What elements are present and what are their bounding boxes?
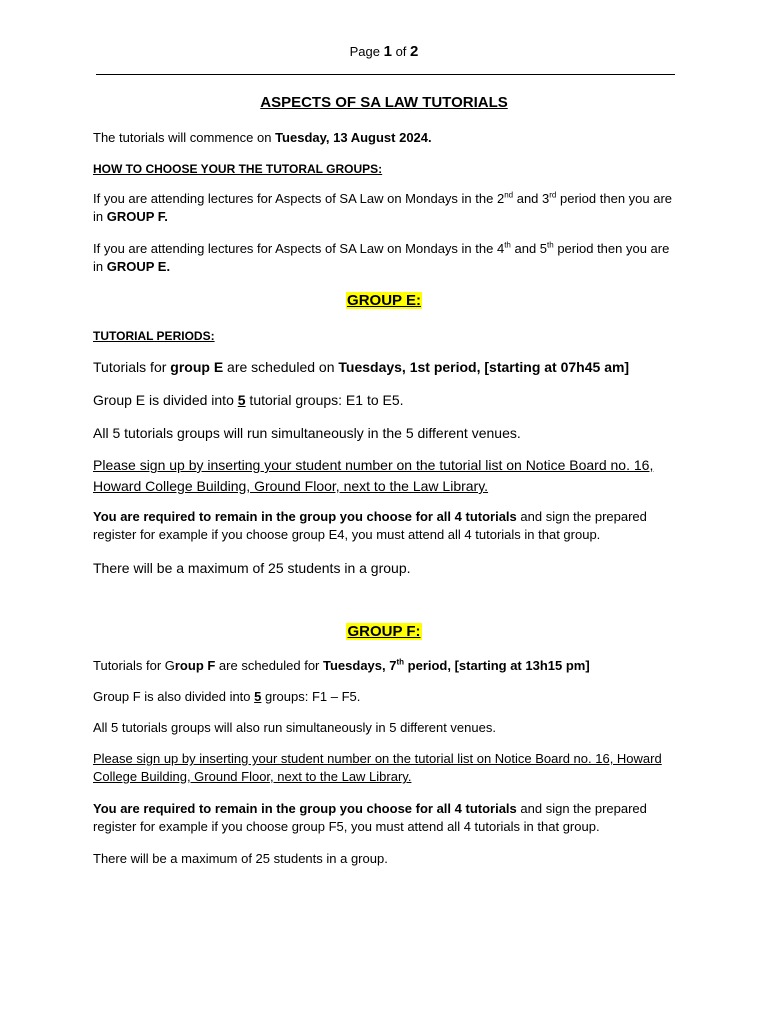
rule-f-sup-2: rd [549,190,557,200]
intro-date: Tuesday, 13 August 2024. [275,130,432,145]
group-f-req-rest: and sign the prepared register for example if you choose group F5, you must attend all 4 tutorials in that group. [93,801,647,834]
group-f-heading-text: GROUP F: [347,623,421,640]
group-f-div-prefix: Group F is also divided into [93,689,255,704]
group-f-sched-prefix: Tutorials for G [93,658,175,673]
group-e-sched-time: Tuesdays, 1st period, [starting at 07h45 am] [338,359,630,375]
group-f-heading [0,623,768,640]
group-f-div-suffix: groups: F1 – F5. [261,689,361,704]
group-e-sched-group: group E [170,359,224,375]
intro-text: The tutorials will commence on [93,130,276,145]
rule-group-f [93,190,678,226]
group-e-div-suffix: tutorial groups: E1 to E5. [245,392,404,408]
rule-f-group: GROUP F. [106,209,168,224]
group-f-div-number: 5 [254,689,262,704]
group-e-schedule [93,357,678,378]
group-f-sched-time-b: period, [starting at 13h15 pm] [404,658,590,673]
group-f-schedule [93,657,678,675]
rule-e-sup-2: th [547,240,554,250]
group-e-req-bold: You are required to remain in the group you choose for all 4 tutorials [93,509,517,524]
rule-e-text-1: If you are attending lectures for Aspects of SA Law on Mondays in the 4 [93,241,505,256]
group-e-heading [0,292,768,309]
document-title: ASPECTS OF SA LAW TUTORIALS [260,94,508,111]
rule-e-text-3: period then you are in [93,241,670,274]
group-f-simultaneous: All 5 tutorials groups will also run simultaneously in 5 different venues. [93,720,496,735]
group-f-signup: Please sign up by inserting your student number on the tutorial list on Notice Board no. 16, Howard College Building, Ground Floor, next to the Law Library. [93,751,662,784]
group-e-requirement [93,508,678,544]
group-e-sched-mid: are scheduled on [223,359,339,375]
tutorial-periods-heading: TUTORIAL PERIODS: [93,329,215,343]
group-f-sched-time-a: Tuesdays, 7 [323,658,397,673]
group-e-maximum: There will be a maximum of 25 students in a group. [93,560,411,576]
header-divider [96,74,675,75]
group-e-sched-prefix: Tutorials for [93,359,171,375]
page-number: 1 [383,43,392,60]
rule-e-sup-1: th [504,240,511,250]
group-f-maximum: There will be a maximum of 25 students in a group. [93,851,388,866]
rule-group-e [93,240,678,276]
group-e-heading-text: GROUP E: [347,292,421,309]
group-e-req-rest: and sign the prepared register for example if you choose group E4, you must attend all 4 tutorials in that group. [93,509,647,542]
group-f-sched-mid: are scheduled for [215,658,323,673]
group-f-requirement [93,800,678,836]
rule-f-sup-1: nd [504,190,514,200]
page-total: 2 [410,43,419,60]
page-header [0,43,768,60]
rule-f-text-1: If you are attending lectures for Aspects of SA Law on Mondays in the 2 [93,191,505,206]
choose-heading: HOW TO CHOOSE YOUR THE TUTORAL GROUPS: [93,162,383,176]
group-e-simultaneous: All 5 tutorials groups will run simultaneously in the 5 different venues. [93,425,521,441]
page-word: Page [349,44,380,59]
rule-f-text-2: and 3 [513,191,550,206]
group-e-division [93,390,678,411]
of-word: of [395,44,407,59]
group-e-signup: Please sign up by inserting your student number on the tutorial list on Notice Board no. 16, Howard College Building, Ground Floor, next to the Law Library. [93,457,654,494]
intro-paragraph [93,129,678,147]
group-e-div-prefix: Group E is divided into [93,392,238,408]
rule-f-text-3: period then you are in [93,191,673,224]
group-f-req-bold: You are required to remain in the group you choose for all 4 tutorials [93,801,517,816]
group-f-sched-sup: th [396,657,405,667]
group-f-division [93,688,678,706]
group-e-div-number: 5 [237,392,246,408]
group-f-sched-group: roup F [174,658,216,673]
rule-e-text-2: and 5 [510,241,548,256]
rule-e-group: GROUP E. [106,259,171,274]
